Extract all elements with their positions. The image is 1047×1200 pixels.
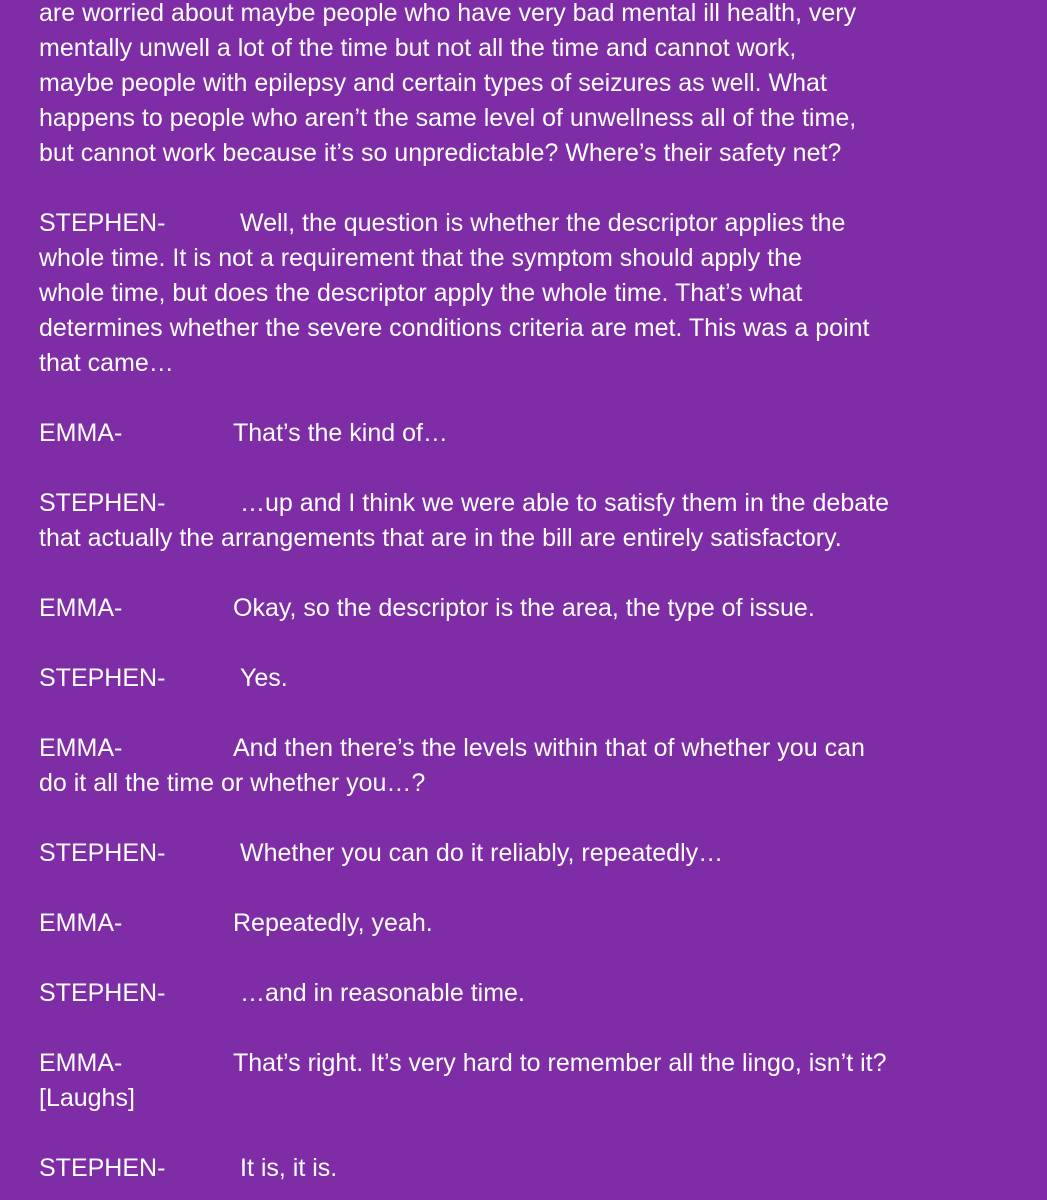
speaker-label: STEPHEN- xyxy=(39,209,166,237)
speech-text: And then there’s the levels within that of whether you can xyxy=(233,734,865,762)
speaker-label: EMMA- xyxy=(39,734,123,762)
transcript-entry xyxy=(39,591,1029,626)
speech-text: …and in reasonable time. xyxy=(240,979,525,1007)
speaker-label: EMMA- xyxy=(39,419,123,447)
intro-line: are worried about maybe people who have very bad mental ill health, very xyxy=(39,0,857,27)
speech-text: It is, it is. xyxy=(240,1154,338,1182)
speaker-label: STEPHEN- xyxy=(39,839,166,867)
speaker-label: STEPHEN- xyxy=(39,979,166,1007)
speech-text: Repeatedly, yeah. xyxy=(233,909,433,937)
speaker-label: EMMA- xyxy=(39,1049,123,1077)
transcript-entry xyxy=(39,906,1029,941)
speaker-label: EMMA- xyxy=(39,909,123,937)
intro-line: happens to people who aren’t the same level of unwellness all of the time, xyxy=(39,104,857,132)
transcript-entry xyxy=(39,1151,1029,1186)
speech-text: Yes. xyxy=(240,664,288,692)
speaker-label: STEPHEN- xyxy=(39,1154,166,1182)
intro-line: but cannot work because it’s so unpredictable? Where’s their safety net? xyxy=(39,139,842,167)
speech-continuation: do it all the time or whether you…? xyxy=(39,769,426,797)
speech-text: Okay, so the descriptor is the area, the type of issue. xyxy=(233,594,815,622)
transcript-entry xyxy=(39,1046,1029,1081)
speech-text: Well, the question is whether the descriptor applies the xyxy=(240,209,846,237)
transcript-entry xyxy=(39,976,1029,1011)
speaker-label: EMMA- xyxy=(39,594,123,622)
speech-text: That’s the kind of… xyxy=(233,419,448,447)
speech-continuation: that actually the arrangements that are in the bill are entirely satisfactory. xyxy=(39,524,842,552)
transcript-entry xyxy=(39,836,1029,871)
transcript-entry xyxy=(39,416,1029,451)
intro-line: mentally unwell a lot of the time but not all the time and cannot work, xyxy=(39,34,797,62)
speech-continuation: whole time. It is not a requirement that the symptom should apply the xyxy=(39,244,802,272)
speech-text: …up and I think we were able to satisfy them in the debate xyxy=(240,489,889,517)
intro-line: maybe people with epilepsy and certain types of seizures as well. What xyxy=(39,69,827,97)
transcript-entry xyxy=(39,731,1029,766)
speech-continuation: that came… xyxy=(39,349,174,377)
speech-continuation: determines whether the severe conditions criteria are met. This was a point xyxy=(39,314,870,342)
stage-direction: [Laughs] xyxy=(39,1084,135,1112)
transcript-entry xyxy=(39,661,1029,696)
speaker-label: STEPHEN- xyxy=(39,664,166,692)
transcript-entry xyxy=(39,206,1029,241)
speaker-label: STEPHEN- xyxy=(39,489,166,517)
speech-continuation: whole time, but does the descriptor apply the whole time. That’s what xyxy=(39,279,803,307)
transcript-entry xyxy=(39,486,1029,521)
speech-text: Whether you can do it reliably, repeatedly… xyxy=(240,839,724,867)
speech-text: That’s right. It’s very hard to remember all the lingo, isn’t it? xyxy=(233,1049,887,1077)
